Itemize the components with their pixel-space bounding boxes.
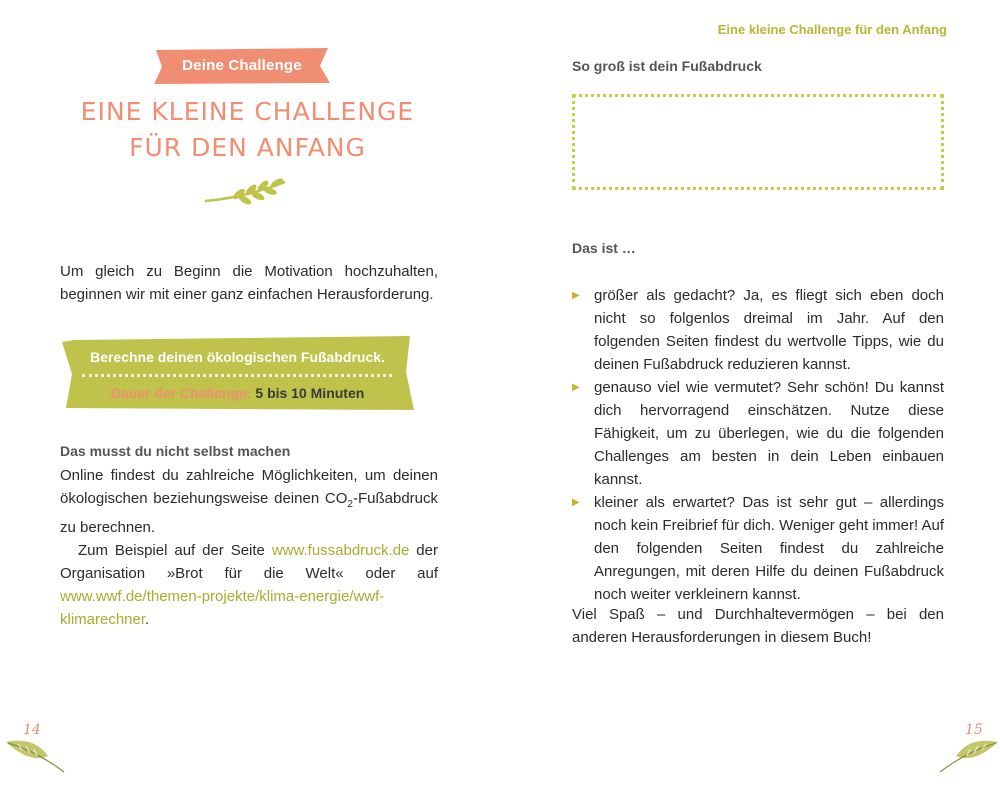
list-item [572, 284, 944, 376]
page-number-left: 14 [23, 722, 41, 738]
online-text-b: -Fußabdruck zu berechnen. [60, 490, 438, 536]
online-paragraph [60, 464, 438, 539]
online-paragraphs [60, 464, 438, 631]
list-item [572, 376, 944, 491]
bullet-text: kleiner als erwartet? Das ist sehr gut – allerdings noch kein Freibrief für dich. Weniger geht immer! Auf den folgenden Seiten findest du zahlreiche Anregungen, mit deren Hilfe du deinen Fußabdruck noch weiter verkleinern kannst. [594, 494, 944, 603]
section-heading: Das musst du nicht selbst machen [60, 443, 291, 459]
co2-subscript: 2 [347, 499, 353, 510]
result-heading: Das ist … [572, 240, 636, 256]
bullet-text: genauso viel wie vermutet? Sehr schön! Du kannst dich hervorragend einschätzen. Nutze diese Fähigkeit, um zu überlegen, wie du die folgenden Challenges am besten in dein Leben einbauen kannst. [594, 379, 944, 488]
footprint-heading: So groß ist dein Fußabdruck [572, 58, 762, 74]
example-text-b: der Organisation »Brot für die Welt« oder auf [60, 542, 438, 582]
right-page [500, 0, 1000, 800]
duration-value: 5 bis 10 Minuten [255, 385, 365, 401]
duration-label: Dauer der Challenge: [110, 385, 252, 401]
example-text-c: . [145, 611, 150, 628]
triangle-bullet-icon: ▶ [572, 497, 580, 508]
running-head: Eine kleine Challenge für den Anfang [717, 22, 947, 37]
leaf-icon [938, 734, 1000, 774]
intro-paragraph: Um gleich zu Beginn die Motivation hochzuhalten, beginnen wir mit einer ganz einfachen Herausforderung. [60, 263, 438, 303]
result-list [572, 284, 944, 606]
closing-paragraph: Viel Spaß – und Durchhaltevermögen – bei den anderen Herausforderungen in diesem Buch! [572, 606, 944, 646]
leaf-icon [4, 734, 66, 774]
wwf-link[interactable]: www.wwf.de/themen-projekte/klima-energie/wwf-klimarechner [60, 588, 385, 628]
title-line-1: EINE KLEINE CHALLENGE [80, 97, 415, 126]
challenge-box [60, 334, 415, 412]
challenge-ribbon [152, 47, 332, 85]
online-text-a: Online findest du zahlreiche Möglichkeiten, um deinen ökologischen beziehungsweise deinen CO [60, 467, 438, 507]
title-line-2: FÜR DEN ANFANG [129, 133, 366, 162]
example-paragraph [60, 539, 438, 631]
footprint-input-box[interactable] [572, 94, 944, 190]
triangle-bullet-icon: ▶ [572, 290, 580, 301]
bullet-text: größer als gedacht? Ja, es fliegt sich eben doch nicht so folgenlos dreimal im Jahr. Auf den folgenden Seiten findest du wertvolle Tipps, wie du deinen Fußabdruck reduzieren kannst. [594, 287, 944, 373]
fussabdruck-link[interactable]: www.fussabdruck.de [271, 542, 410, 559]
challenge-duration [60, 385, 415, 401]
challenge-title: Berechne deinen ökologischen Fußabdruck. [90, 349, 385, 365]
wheat-sprig-icon [203, 176, 289, 206]
triangle-bullet-icon: ▶ [572, 382, 580, 393]
ribbon-label: Deine Challenge [182, 57, 302, 74]
dotted-divider [82, 374, 392, 377]
page-number-right: 15 [965, 722, 983, 738]
list-item [572, 491, 944, 606]
example-text-a: Zum Beispiel auf der Seite [78, 542, 272, 559]
page-title [60, 94, 435, 166]
